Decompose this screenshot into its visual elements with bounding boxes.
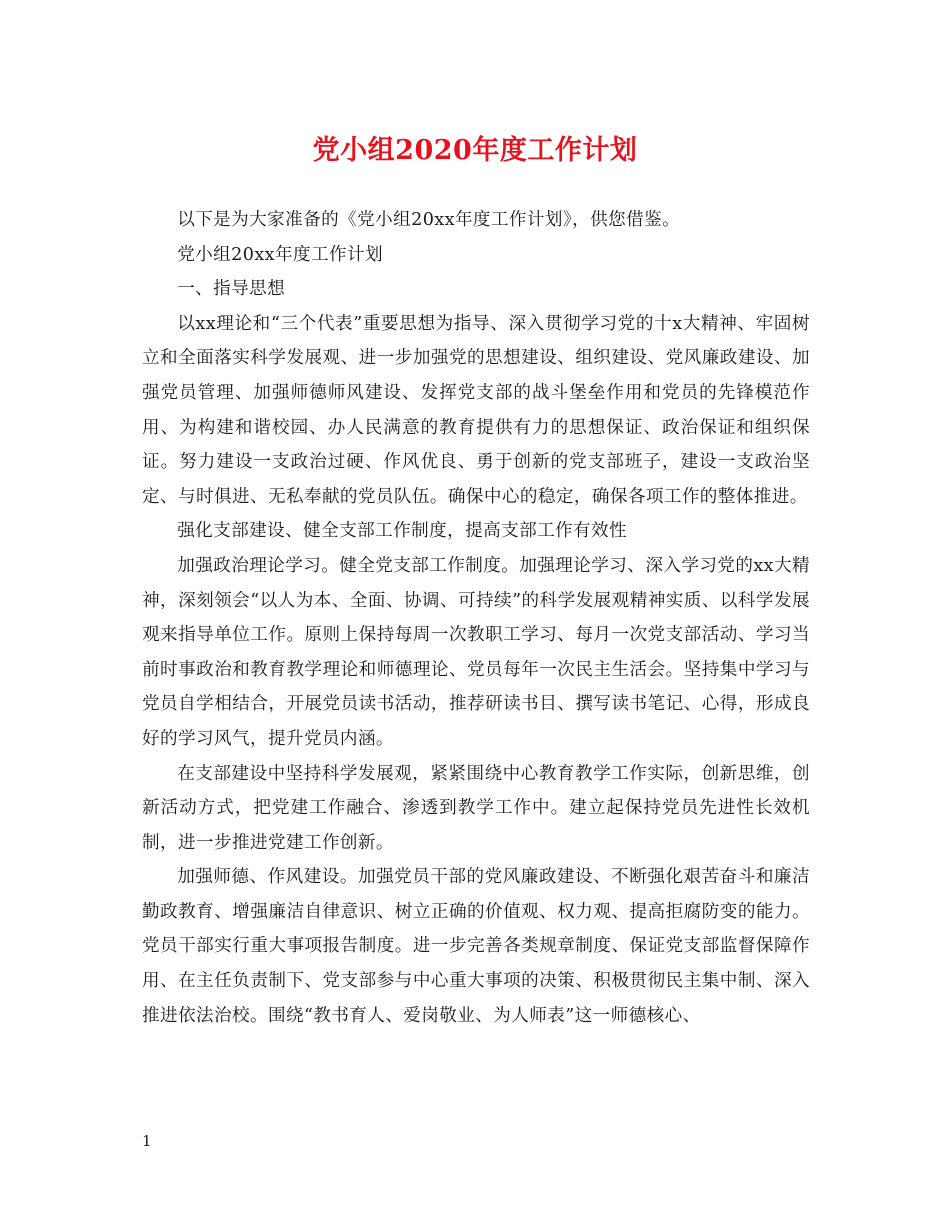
- page-number: 1: [142, 1132, 152, 1150]
- section-heading-guiding-ideology: 一、指导思想: [177, 279, 286, 300]
- guiding-ideology-paragraph: 以xx理论和“三个代表”重要思想为指导、深入贯彻学习党的十x大精神、牢固树立和全面落实科学发展观、进一步加强党的思想建设、组织建设、党风廉政建设、加强党员管理、加强师德师风建设、发挥党支部的战斗堡垒作用和党员的先锋模范作用、为构建和谐校园、办人民满意的教育提供有力的思想保证、政治保证和组织保证。努力建设一支政治过硬、作风优良、勇于创新的党支部班子，建设一支政治坚定、与时俱进、无私奉献的党员队伍。确保中心的稳定，确保各项工作的整体推进。: [142, 313, 810, 507]
- intro-paragraph: 以下是为大家准备的《党小组20xx年度工作计划》，供您借鉴。: [177, 210, 681, 230]
- subtitle-paragraph: 党小组20xx年度工作计划: [177, 244, 383, 265]
- ethics-style-paragraph: 加强师德、作风建设。加强党员干部的党风廉政建设、不断强化艰苦奋斗和廉洁勤政教育、增强廉洁自律意识、树立正确的价值观、权力观、提高拒腐防变的能力。党员干部实行重大事项报告制度。进一步完善各类规章制度、保证党支部监督保障作用、在主任负责制下、党支部参与中心重大事项的决策、积极贯彻民主集中制、深入推进依法治校。围绕“教书育人、爱岗敬业、为人师表”这一师德核心、: [142, 867, 810, 1026]
- political-study-paragraph: 加强政治理论学习。健全党支部工作制度。加强理论学习、深入学习党的xx大精神，深刻领会“以人为本、全面、协调、可持续”的科学发展观精神实质、以科学发展观来指导单位工作。原则上保持每周一次教职工学习、每月一次党支部活动、学习当前时事政治和教育教学理论和师德理论、党员每年一次民主生活会。坚持集中学习与党员自学相结合，开展党员读书活动，推荐研读书目、撰写读书笔记、心得，形成良好的学习风气，提升党员内涵。: [142, 555, 810, 749]
- branch-building-heading: 强化支部建设、健全支部工作制度，提高支部工作有效性: [177, 521, 628, 542]
- scientific-development-paragraph: 在支部建设中坚持科学发展观，紧紧围绕中心教育教学工作实际，创新思维，创新活动方式，把党建工作融合、渗透到教学工作中。建立起保持党员先进性长效机制，进一步推进党建工作创新。: [142, 763, 810, 853]
- document-body: [142, 203, 810, 1033]
- document-title: 党小组2020年度工作计划: [312, 135, 638, 166]
